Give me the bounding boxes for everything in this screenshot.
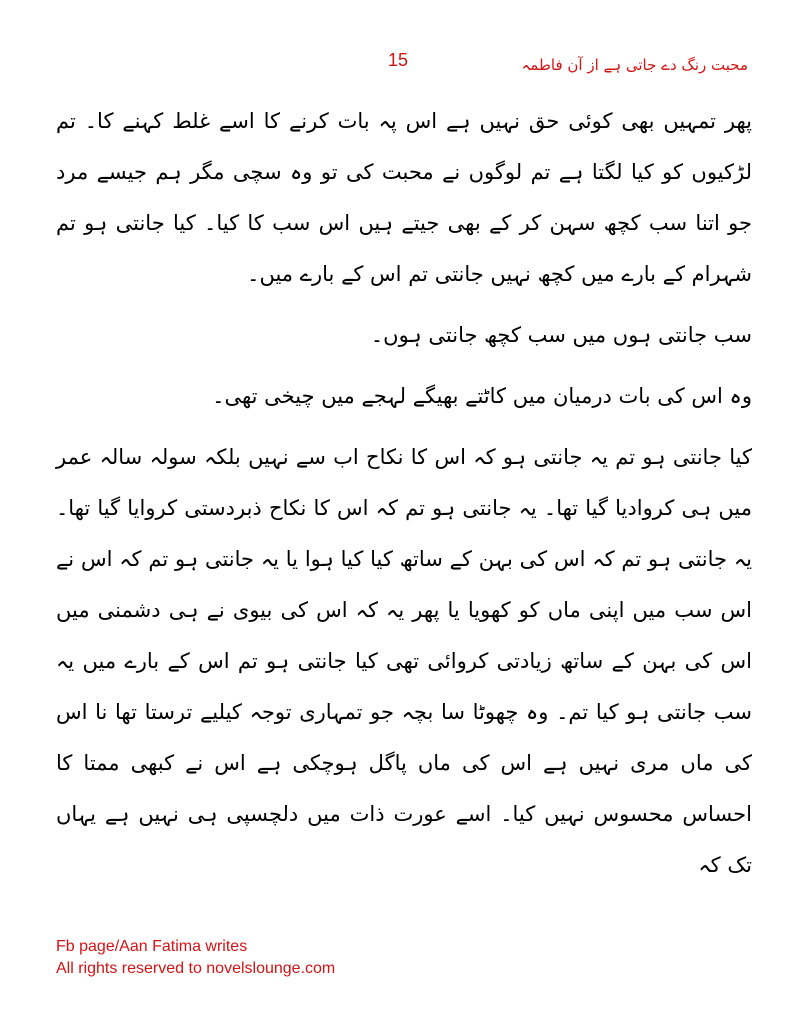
paragraph: سب جانتی ہوں میں سب کچھ جانتی ہوں۔ (370, 323, 752, 347)
running-title: محبت رنگ دے جاتی ہے از آن فاطمہ (521, 56, 748, 74)
paragraph: پھر تمہیں بھی کوئی حق نہیں ہے اس پہ بات کرنے کا اسے غلط کہنے کا۔ تم لڑکیوں کو کیا لگتا ہے تم لوگوں نے محبت کی تو وہ سچی مگر ہم جیسے مرد جو اتنا سب کچھ سہن کر کے بھی جیتے ہیں اس سب کا کیا۔ کیا جانتی ہو تم شہرام کے بارے میں کچھ نہیں جانتی تم اس کے بارے میں۔ (56, 109, 752, 286)
paragraph: وہ اس کی بات درمیان میں کاٹتے بھیگے لہجے میں چیخی تھی۔ (212, 384, 752, 408)
footer (56, 936, 335, 980)
footer-copyright: All rights reserved to novelslounge.com (56, 960, 336, 977)
story-body (56, 96, 752, 891)
paragraph: کیا جانتی ہو تم یہ جانتی ہو کہ اس کا نکاح اب سے نہیں بلکہ سولہ سالہ عمر میں ہی کروادیا گیا تھا۔ یہ جانتی ہو تم کہ اس کا نکاح ذبردستی کروایا گیا تھا۔ یہ جانتی ہو تم کہ اس کی بہن کے ساتھ کیا کیا ہوا یا یہ جانتی ہو تم کہ اس نے اس سب میں اپنی ماں کو کھویا یا پھر یہ کہ اس کی بیوی نے ہی دشمنی میں اس کی بہن کے ساتھ زیادتی کروائی تھی کیا جانتی ہو تم اس کے بارے میں یہ سب جانتی ہو کیا تم۔ وہ چھوٹا سا بچہ جو تمہاری توجہ کیلیے ترستا تھا نا اس کی ماں مری نہیں ہے اس کی ماں پاگل ہوچکی ہے اس نے کبھی ممتا کا احساس محسوس نہیں کیا۔ اسے عورت ذات میں دلچسپی ہی نہیں ہے یہاں تک کہ (56, 445, 752, 877)
page-number: 15 (387, 50, 409, 70)
footer-facebook-credit: Fb page/Aan Fatima writes (56, 938, 248, 955)
